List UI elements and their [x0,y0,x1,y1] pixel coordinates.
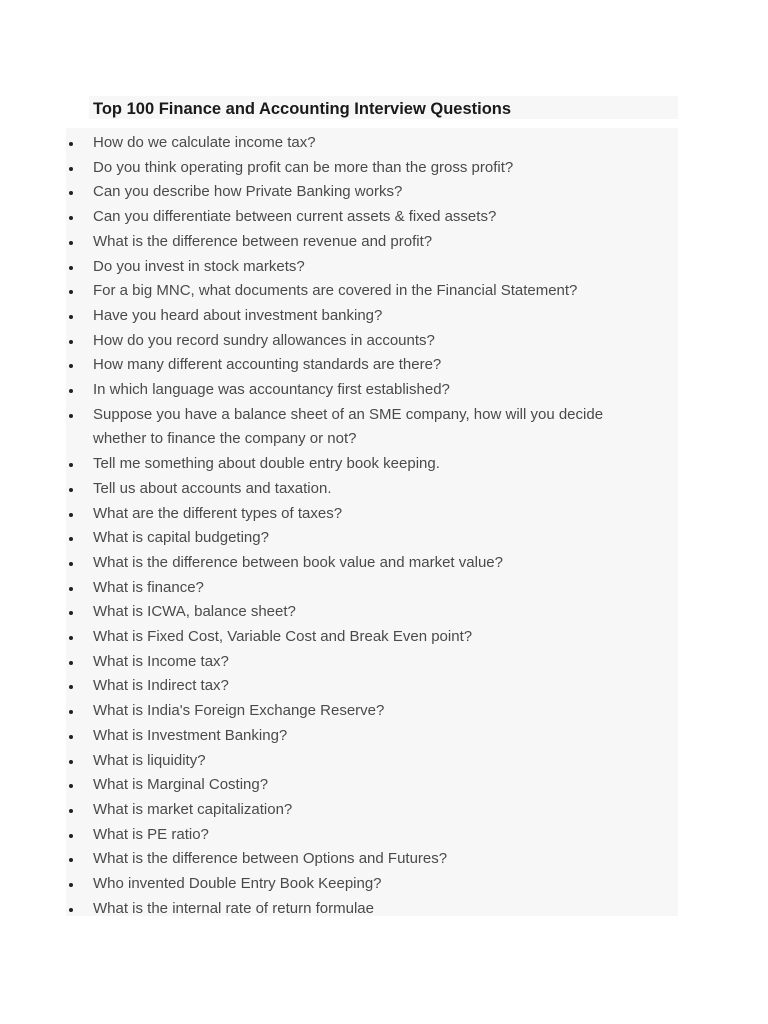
list-item [66,625,678,650]
list-item [66,403,678,452]
question-text: What are the different types of taxes? [93,504,343,522]
list-item [66,798,678,823]
bullet-icon [69,364,73,368]
question-text: How do you record sundry allowances in accounts? [93,331,435,349]
question-text: Do you think operating profit can be more than the gross profit? [93,158,514,176]
list-item [66,502,678,527]
bullet-icon [69,167,73,171]
question-text: What is India's Foreign Exchange Reserve? [93,702,385,720]
bullet-icon [69,883,73,887]
question-text: What is finance? [93,578,204,596]
question-text: Can you describe how Private Banking works? [93,183,403,201]
list-item [66,329,678,354]
list-item [66,378,678,403]
list-item [66,749,678,774]
bullet-icon [69,661,73,665]
list-item [66,773,678,798]
list-item [66,180,678,205]
question-text: What is the difference between revenue and profit? [93,232,433,250]
question-text: In which language was accountancy first established? [93,381,450,399]
bullet-icon [69,142,73,146]
list-item [66,897,678,922]
bullet-icon [69,216,73,220]
bullet-icon [69,191,73,195]
question-text: What is Investment Banking? [93,726,288,744]
question-text: What is Marginal Costing? [93,776,269,794]
question-text: What is Fixed Cost, Variable Cost and Break Even point? [93,628,473,646]
question-text: How do we calculate income tax? [93,134,316,151]
question-text: For a big MNC, what documents are covered in the Financial Statement? [93,282,578,300]
question-text: What is liquidity? [93,751,206,769]
bullet-icon [69,537,73,541]
bullet-icon [69,241,73,245]
question-text: What is the internal rate of return formulae [93,899,374,917]
question-text: Tell us about accounts and taxation. [93,479,332,497]
question-text: What is the difference between Options and Futures? [93,850,448,868]
list-item [66,847,678,872]
list-item [66,872,678,897]
questions-list [66,131,678,922]
question-text: What is the difference between book value and market value? [93,553,503,571]
question-text: What is market capitalization? [93,800,293,818]
list-item [66,205,678,230]
question-text: Have you heard about investment banking? [93,306,383,324]
question-text: Suppose you have a balance sheet of an SME company, how will you decide [93,405,604,423]
question-text: What is Indirect tax? [93,677,229,695]
list-item [66,452,678,477]
bullet-icon [69,266,73,270]
bullet-icon [69,735,73,739]
bullet-icon [69,710,73,714]
bullet-icon [69,587,73,591]
list-item [66,279,678,304]
question-text: What is ICWA, balance sheet? [93,603,296,621]
question-text: How many different accounting standards are there? [93,356,442,374]
bullet-icon [69,760,73,764]
list-item [66,576,678,601]
list-item [66,600,678,625]
question-text: What is Income tax? [93,652,229,670]
list-item [66,353,678,378]
question-text: What is PE ratio? [93,825,209,843]
bullet-icon [69,290,73,294]
bullet-icon [69,611,73,615]
bullet-icon [69,858,73,862]
list-item [66,674,678,699]
list-item [66,526,678,551]
list-item [66,255,678,280]
bullet-icon [69,389,73,393]
bullet-icon [69,636,73,640]
question-text-continuation: whether to finance the company or not? [93,430,357,448]
bullet-icon [69,834,73,838]
list-item [66,156,678,181]
bullet-icon [69,685,73,689]
list-item [66,724,678,749]
bullet-icon [69,340,73,344]
bullet-icon [69,562,73,566]
question-text: What is capital budgeting? [93,529,269,547]
list-item [66,477,678,502]
bullet-icon [69,488,73,492]
list-item [66,823,678,848]
list-item [66,131,678,156]
bullet-icon [69,908,73,912]
bullet-icon [69,414,73,418]
list-item [66,551,678,576]
question-text: Tell me something about double entry book keeping. [93,455,440,473]
document-title: Top 100 Finance and Accounting Interview Questions [93,100,512,118]
list-item [66,699,678,724]
bullet-icon [69,315,73,319]
list-item [66,304,678,329]
list-item [66,230,678,255]
list-item [66,650,678,675]
question-text: Who invented Double Entry Book Keeping? [93,875,382,893]
bullet-icon [69,784,73,788]
bullet-icon [69,513,73,517]
question-text: Do you invest in stock markets? [93,257,305,275]
question-text: Can you differentiate between current assets & fixed assets? [93,208,497,226]
bullet-icon [69,809,73,813]
bullet-icon [69,463,73,467]
